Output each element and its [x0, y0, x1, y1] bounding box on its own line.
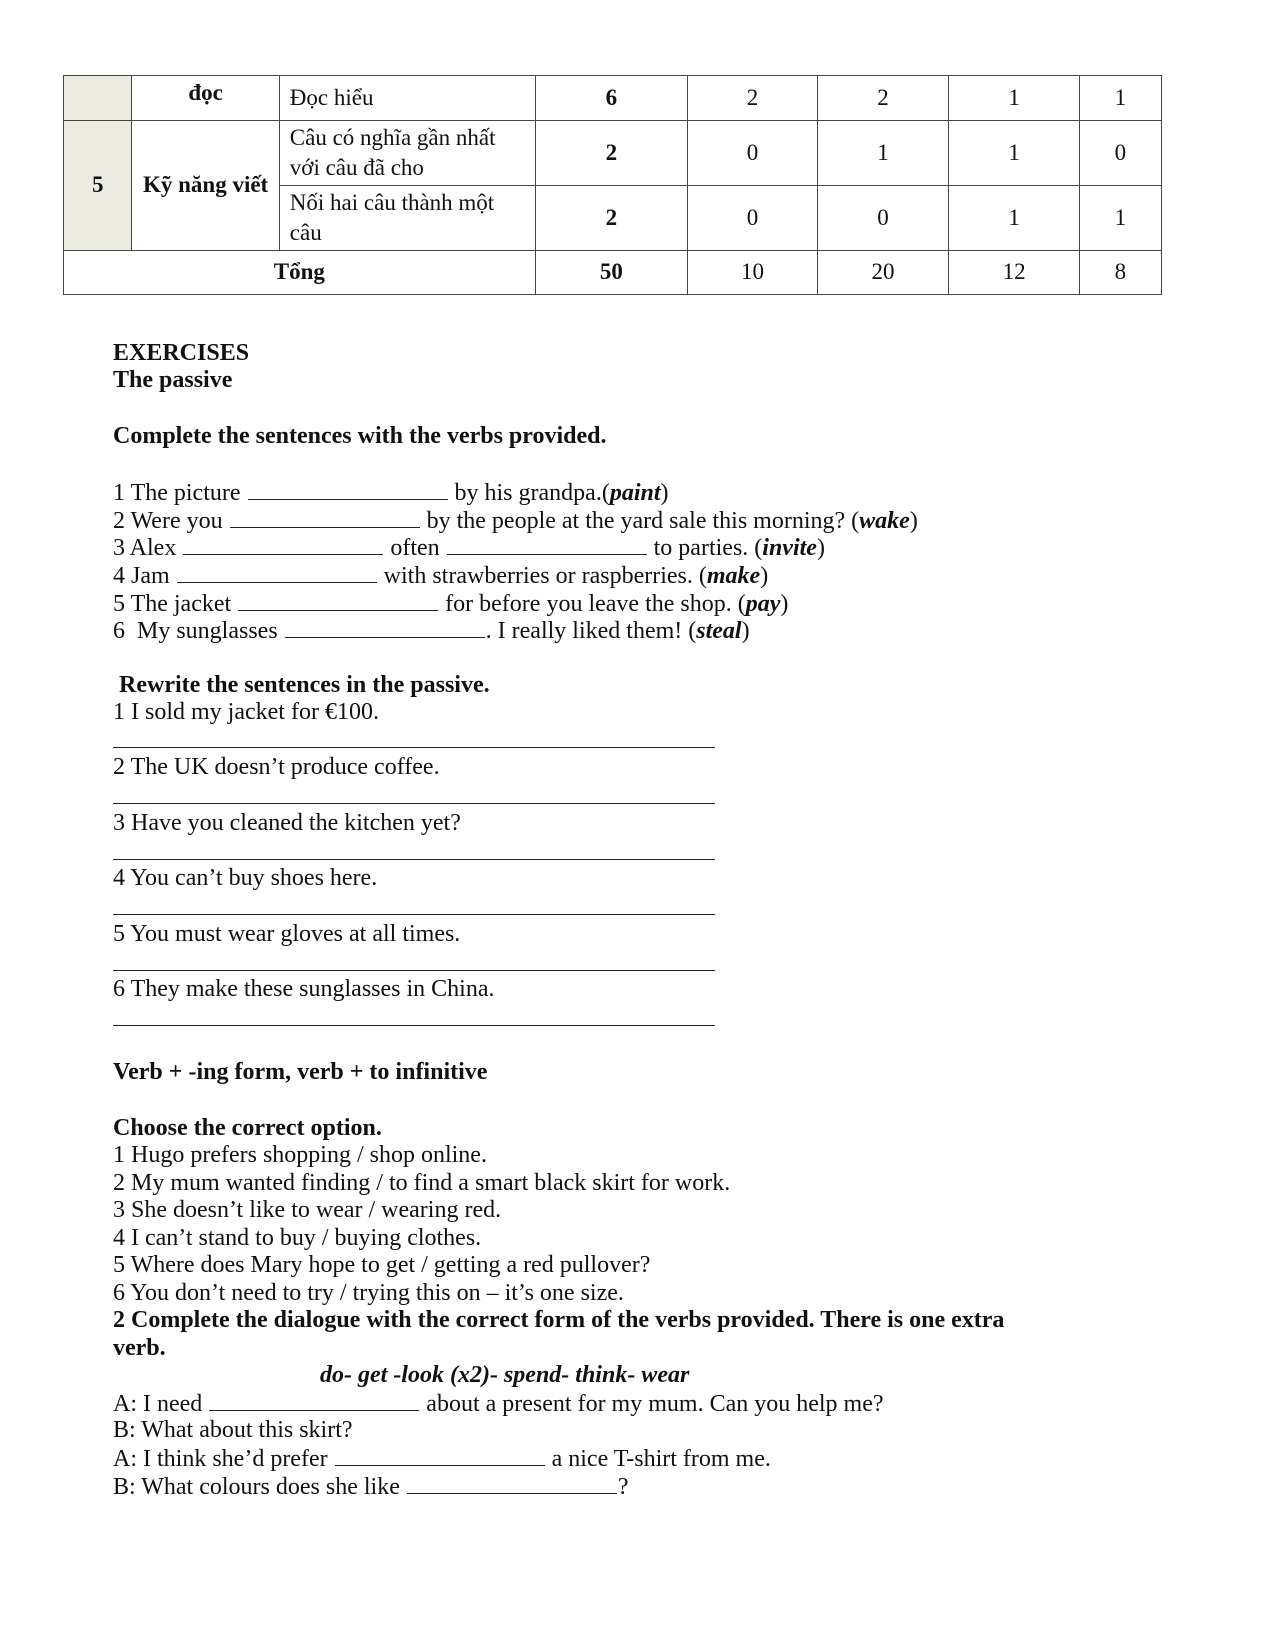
exercise-4-instruction: 2 Complete the dialogue with the correct form of the verbs provided. There is one extra	[113, 1307, 1005, 1333]
table-cell-total: 2	[535, 185, 688, 250]
table-cell: 0	[1079, 121, 1161, 186]
table-row	[64, 76, 1162, 121]
exercise-2-instruction: Rewrite the sentences in the passive.	[113, 672, 490, 698]
answer-blank[interactable]	[285, 615, 485, 638]
table-cell: 1	[817, 121, 949, 186]
answer-blank[interactable]	[335, 1443, 545, 1466]
exercise-2-item: 3 Have you cleaned the kitchen yet?	[113, 810, 461, 836]
table-cell: 0	[817, 185, 949, 250]
answer-blank[interactable]	[248, 477, 448, 500]
table-cell-stt	[64, 76, 132, 121]
table-cell: 1	[949, 185, 1080, 250]
table-cell-skill: Kỹ năng viết	[132, 121, 279, 251]
dialogue-line: B: What about this skirt?	[113, 1417, 353, 1443]
table-cell-total: 2	[535, 121, 688, 186]
exercise-2-item: 5 You must wear gloves at all times.	[113, 921, 461, 947]
section-title-verb-forms: Verb + -ing form, verb + to infinitive	[113, 1059, 488, 1085]
table-row-total	[64, 250, 1162, 294]
answer-blank[interactable]	[407, 1471, 617, 1494]
table-cell: 10	[688, 250, 817, 294]
exercise-3-item: 3 She doesn’t like to wear / wearing red.	[113, 1197, 502, 1223]
section-title-passive: The passive	[113, 367, 233, 393]
exercise-2-item: 4 You can’t buy shoes here.	[113, 865, 378, 891]
table-cell-skill: đọc	[132, 76, 279, 121]
table-cell: 2	[817, 76, 949, 121]
exercise-2-item: 2 The UK doesn’t produce coffee.	[113, 754, 440, 780]
exercise-3-item: 4 I can’t stand to buy / buying clothes.	[113, 1225, 482, 1251]
dialogue-line: A: I need about a present for my mum. Can you help me?	[113, 1388, 884, 1418]
exercise-3-instruction: Choose the correct option.	[113, 1115, 382, 1141]
table-cell: 8	[1079, 250, 1161, 294]
table-cell: 0	[688, 121, 817, 186]
table-cell-stt: 5	[64, 121, 132, 251]
dialogue-line: A: I think she’d prefer a nice T-shirt from me.	[113, 1443, 771, 1473]
exam-matrix-table	[63, 75, 1162, 295]
exercise-1-item: 3 Alex often to parties. (invite)	[113, 532, 825, 562]
table-cell: 12	[949, 250, 1080, 294]
answer-line[interactable]	[113, 1025, 715, 1026]
table-cell: 20	[817, 250, 949, 294]
answer-blank[interactable]	[230, 505, 420, 528]
exercises-heading: EXERCISES	[113, 340, 250, 366]
answer-line[interactable]	[113, 859, 715, 860]
answer-line[interactable]	[113, 914, 715, 915]
table-cell: 2	[688, 76, 817, 121]
exercise-3-item: 6 You don’t need to try / trying this on – it’s one size.	[113, 1280, 624, 1306]
answer-blank[interactable]	[177, 560, 377, 583]
answer-line[interactable]	[113, 803, 715, 804]
table-cell-total-label: Tổng	[64, 250, 536, 294]
exercise-2-item: 6 They make these sunglasses in China.	[113, 976, 495, 1002]
exercise-3-item: 2 My mum wanted finding / to find a smart black skirt for work.	[113, 1170, 731, 1196]
exercise-4-instruction-cont: verb.	[113, 1335, 166, 1361]
exercise-1-item: 2 Were you by the people at the yard sale this morning? (wake)	[113, 505, 918, 535]
exercise-3-item: 1 Hugo prefers shopping / shop online.	[113, 1142, 487, 1168]
exercise-2-item: 1 I sold my jacket for €100.	[113, 699, 379, 725]
table-cell: 1	[1079, 76, 1161, 121]
dialogue-line: B: What colours does she like ?	[113, 1471, 629, 1501]
answer-blank[interactable]	[238, 588, 438, 611]
exercise-1-item: 5 The jacket for before you leave the shop. (pay)	[113, 588, 788, 618]
table-cell: 1	[1079, 185, 1161, 250]
table-row	[64, 121, 1162, 186]
exercise-1-instruction: Complete the sentences with the verbs provided.	[113, 423, 607, 449]
exercise-1-item: 1 The picture by his grandpa.(paint)	[113, 477, 669, 507]
table-cell-content: Đọc hiểu	[279, 76, 535, 121]
answer-blank[interactable]	[447, 532, 647, 555]
table-cell-content: Câu có nghĩa gần nhất với câu đã cho	[279, 121, 535, 186]
answer-line[interactable]	[113, 747, 715, 748]
table-cell-content: Nối hai câu thành một câu	[279, 185, 535, 250]
answer-blank[interactable]	[183, 532, 383, 555]
exercise-3-item: 5 Where does Mary hope to get / getting a red pullover?	[113, 1252, 651, 1278]
answer-line[interactable]	[113, 970, 715, 971]
exercise-1-item: 4 Jam with strawberries or raspberries. (make)	[113, 560, 768, 590]
answer-blank[interactable]	[209, 1388, 419, 1411]
table-cell: 1	[949, 76, 1080, 121]
table-cell: 1	[949, 121, 1080, 186]
table-cell-total: 50	[535, 250, 688, 294]
exercise-1-item: 6 My sunglasses . I really liked them! (steal)	[113, 615, 750, 645]
table-cell-total: 6	[535, 76, 688, 121]
verb-word-box: do- get -look (x2)- spend- think- wear	[320, 1362, 690, 1388]
table-cell: 0	[688, 185, 817, 250]
